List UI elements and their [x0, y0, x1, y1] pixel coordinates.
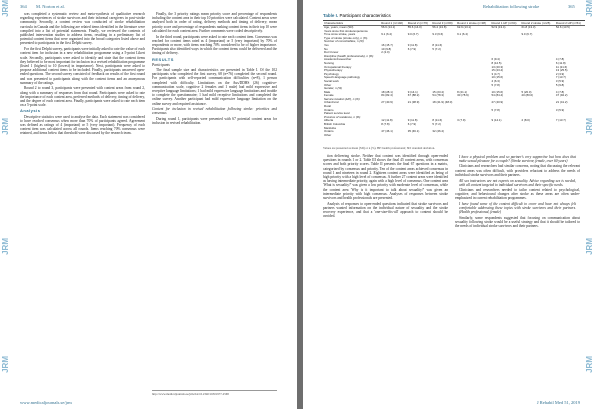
- table-cell: Male: [324, 89, 331, 94]
- table-cell: 15 (23.4): [491, 68, 504, 73]
- table-cell: Other: [324, 132, 332, 137]
- table-cell: 27 (40.9): [491, 100, 504, 105]
- table-cell: 5 (7.8): [491, 107, 500, 112]
- table-cell: 5 (7.2): [432, 46, 441, 51]
- table-cell: [555, 134, 585, 138]
- table-cell: [491, 134, 521, 138]
- paragraph: tion delivering stroke. Neither that content was identified through open-ended questions in rounds 1 or 2. Table III shows the final 45 content areas, with consensus scores and both priority scores. Table II presents the final 67 questions in a matrix, categorized by consensus and priority. Ten of the content areas achieved consensus in round 1 and nineteen in round 2. Eighteen content areas were identified as being of high priority with a high level of consensus. A further 27 content areas were identified as having intermediate priority, again with a high level of consensus. One content area 'What is sexuality?' was given a low priority with moderate level of consensus, while the content area 'Why is it important to talk about sexuality?' was given an intermediate priority with high consensus. Analyses of responses between stroke survivors and health professionals are presented.: [323, 154, 448, 201]
- table-cell: Patient service level: [324, 111, 350, 116]
- table-cell: Ontario: [324, 129, 334, 134]
- table-cell: 9.0 (6.7): [407, 32, 419, 37]
- table-cell: Ontario: [324, 107, 334, 112]
- body-column-2: [455, 154, 580, 391]
- running-title: Rehabilitation following stroke: [483, 4, 540, 9]
- page-number: 365: [568, 4, 575, 9]
- table-cell: Nursing: [324, 60, 334, 65]
- table-cell: 67 (88.2): [407, 93, 420, 98]
- table-cell: 35 (46.1): [407, 129, 420, 134]
- table-cell: [431, 134, 456, 138]
- table-cell: 2 (2.0): [381, 50, 390, 55]
- table-cell: 5 (7.2): [432, 122, 441, 127]
- table-cell: No: [324, 46, 328, 51]
- table-cell: 8 (11.6): [432, 42, 443, 47]
- table-cell: 3 (5.9): [555, 78, 565, 83]
- table-header-cell: Round 1 (n=102): [380, 21, 407, 26]
- body-column-1: [323, 154, 448, 391]
- table-header-cell: Round 2 (n=76): [407, 21, 432, 26]
- table-cell: 5 (9.8): [555, 82, 565, 87]
- table-cell: 6 (11.8): [555, 60, 566, 65]
- journal-side-tab: JRM: [585, 0, 594, 17]
- table-cell: [456, 134, 490, 138]
- table-cell: 62.9 (13.1): [457, 25, 472, 29]
- table-cell: 30 (78.9): [457, 93, 469, 98]
- participant-quote: I have found some of the content difficult to cover and have not always felt comfortable addressing these topics with stroke survivors and their partners. (Health professional, female): [459, 202, 576, 215]
- paragraph: Clinicians and researchers had similar concerns, noting that discussing the relevant content areas was often difficult, with providers reluctant to address the needs of individual stroke survivors and their partners.: [455, 164, 580, 177]
- table-cell: Social work: [324, 78, 339, 83]
- subsection-heading: Content for inclusion in revised rehabilitation following stroke: priorities and consensus: [152, 107, 277, 116]
- table-cell: 18 (41.9) (48.0): [432, 100, 453, 105]
- table-cell: Discipline (health professionals), n (%): [324, 53, 374, 58]
- table-cell: 54 (84.4): [491, 93, 504, 98]
- table-cell: 6 (9.4): [491, 57, 500, 62]
- table-cell: 9.0 (6.7): [521, 32, 533, 37]
- table-cell: 9.1 (6.4): [457, 32, 468, 37]
- table-cell: 7 (13.7): [555, 118, 566, 123]
- participant-table: [323, 20, 585, 137]
- table-cell: 18 (28.1): [381, 89, 393, 94]
- table-caption: [323, 13, 391, 18]
- table-cell: 32 (46.4): [432, 129, 444, 134]
- table-cell: 47 (92.2): [555, 93, 568, 98]
- table-cell: Alberta: [324, 118, 334, 123]
- table-cell: Don't know: [324, 50, 339, 55]
- table-cell: 10 (15.6): [491, 89, 504, 94]
- table-cell: Female: [324, 93, 334, 98]
- table-cell: 84 (82.4): [381, 93, 393, 98]
- paragraph: During round 1, participants were presented with 67 potential content areas for inclusion in revised rehabilitation.: [152, 116, 277, 125]
- table-cell: 15 (23.4): [432, 89, 444, 94]
- table-cell: 54 (78.3): [432, 93, 444, 98]
- paragraph: Round 2 to round 3, participants were presented with content areas from round 2, along with a summary of responses from that round. Participants were asked to rate the importance of each content area, preferred methods of delivery, timing of delivery, and the degree of each content area. Finally, participants were asked to rate each item on a 5-point scale.: [20, 86, 145, 108]
- table-cell: Gender, n (%): [324, 86, 342, 91]
- table-note: Values are presented as mean (SD) or n (%). HP: health professional; SD: standard deviation.: [323, 146, 435, 150]
- paragraph: Clinicians and researchers needed to tailor content related to psychological, cognitive, and behavioural changes after stroke as these areas are often under-emphasized in current rehabilitation programmes.: [455, 187, 580, 201]
- table-header-cell: Round 3 (n=69): [431, 21, 456, 26]
- table-cell: 4 (7.8): [555, 57, 565, 62]
- table-row: [323, 134, 585, 138]
- paragraph: Descriptive statistics were used to analyse the data. Each statement was considered to have reached consensus when more than 70% of participants agreed. Agreement was defined as ratings of 4 (important) or 5 (very important). Frequency of each content item was calculated across all rounds. Items reaching 70% consensus were retained, and items below that threshold were discussed by the research team.: [20, 114, 145, 136]
- table-header-cell: Round 2 stroke (n=25): [521, 21, 555, 26]
- table-cell: 21 (38.9): [407, 100, 420, 105]
- table-cell: 52.6 (13.5): [555, 25, 570, 29]
- table-cell: Physiotherapy: [324, 68, 343, 73]
- journal-side-tab: JRM: [1, 0, 10, 17]
- table-cell: 8 (11.6): [432, 118, 443, 123]
- table-cell: British Columbia: [324, 122, 346, 127]
- journal-side-tab: JRM: [1, 356, 10, 373]
- table-cell: 9 (14.1): [407, 89, 418, 94]
- table-cell: 55.6 (14.0): [407, 25, 422, 29]
- table-cell: 2 (8.0): [521, 118, 530, 123]
- table-cell: Speech-language pathology: [324, 75, 361, 80]
- table-cell: 5 (20.0): [521, 89, 532, 94]
- participant-quote: I have a physical problem and so partner's very supportive but how does that make sexual pleasure for a couple? (Stroke survivor, female, over 60 years): [459, 155, 576, 164]
- table-cell: 11 (21.6): [555, 64, 568, 69]
- table-cell: Psychology: [324, 71, 339, 76]
- table-cell: 56.6 (14.1): [381, 25, 396, 29]
- table-cell: 13 (25.5): [555, 68, 568, 73]
- table-cell: [407, 134, 432, 138]
- table-cell: Urban/rural: [324, 100, 339, 105]
- table-cell: 9 (11.8): [407, 42, 418, 47]
- table-cell: Number of comorbidities, n (%): [324, 39, 364, 44]
- table-header-cell: Round 2 HP (n=51): [555, 21, 585, 26]
- table-header-cell: Characteristics: [323, 21, 380, 26]
- body-column-1: [20, 12, 145, 387]
- table-cell: 3 (5.9): [555, 107, 565, 112]
- paragraph: Finally, the 3 priority ratings mean priority score and percentage of respondents including the content area in their top 10 priorities were calculated. Content areas were analysed both in order of rating, delivery methods and timing of delivery; mean priority score and percentage of respondents ranking content items in their top 10 were calculated for each content area. Further comments were coded descriptively.: [152, 12, 277, 33]
- participant-quote: All sex instructors are not experts on sexuality. Advice regarding sex is needed, with all content targeted to individual survivors and their specific needs.: [459, 178, 576, 187]
- table-cell: 3 (7.9): [457, 118, 466, 123]
- footnote-divider: [152, 390, 277, 391]
- table-cell: 9.1 (6.4): [381, 32, 392, 37]
- table-cell: 21 (41.2): [555, 100, 568, 105]
- journal-side-tab: JRM: [1, 238, 10, 255]
- journal-side-tab: JRM: [1, 118, 10, 135]
- table-cell: 9 (11.8): [407, 118, 418, 123]
- journal-side-tab: JRM: [585, 356, 594, 373]
- table-cell: [521, 134, 555, 138]
- table-cell: 9 (14.1): [491, 118, 502, 123]
- journal-side-tab: JRM: [585, 118, 594, 135]
- journal-side-tab: JRM: [585, 238, 594, 255]
- table-cell: 6 (7.9): [407, 46, 417, 51]
- paragraph: Similarly, some respondents suggested that focusing on communication about sexuality following stroke would be a useful strategy and that it should be tailored to the needs of individual stroke survivors and their partners.: [455, 215, 580, 229]
- table-cell: 52.9 (13.4): [491, 25, 506, 29]
- section-heading: RESULTS: [152, 56, 174, 62]
- table-cell: 47 (46.1): [381, 129, 393, 134]
- section-heading: Analysis: [20, 108, 41, 114]
- left-page: [0, 0, 297, 409]
- table-cell: 5 (7.8): [491, 82, 500, 87]
- table-cell: 2 (3.9): [555, 71, 565, 76]
- table-cell: Occupational therapy: [324, 64, 352, 69]
- page-number: 364: [20, 4, 27, 9]
- table-cell: 27 (40.9): [381, 100, 393, 105]
- table-cell: 4 (6.3): [491, 78, 500, 83]
- table-cell: 8 (7.8): [381, 122, 390, 127]
- table-cell: Age, years, mean (SD): [324, 25, 354, 29]
- table-cell: [380, 134, 407, 138]
- table-cell: 13 (20.3): [491, 64, 504, 69]
- table-cell: 10 (15.6): [491, 75, 504, 80]
- table-cell: Years since first stroke/experience: [324, 28, 368, 33]
- doi-link[interactable]: http://www.medicaljournals.se/jrm/doi/10.2340/16501977-2568: [152, 392, 229, 396]
- table-cell: Service location (HP), n (%): [324, 96, 360, 101]
- running-authors: M. Norton et al.: [36, 4, 65, 9]
- journal-url[interactable]: www.medicaljournals.se/jrm: [20, 400, 72, 405]
- table-cell: 9.3 (6.6): [432, 32, 444, 37]
- journal-citation: J Rehabil Med 51, 2019: [536, 400, 580, 405]
- table-cell: 6 (7.9): [407, 122, 417, 127]
- table-cell: 10 (9.8): [381, 46, 392, 51]
- subsection-heading: Participants: [152, 62, 170, 67]
- table-title: Participant characteristics: [339, 13, 391, 18]
- table-cell: 56.2 (13.8): [432, 25, 447, 29]
- paragraph: was completed a systematic review and meta-synthesis of qualitative research regarding experiences of stroke survivors and their informal caregivers in post-stroke community. Secondly, a content review was conducted of stroke rehabilitation curricula in Canada and the following are related items identified in the literature were compiled into a list of potential statements. Finally, we reviewed the contents of published intervention studies to address items, resulting in a preliminary list of potential content items that were organized into the broad categories listed above and presented to participants in the first Delphi survey.: [20, 12, 145, 46]
- table-cell: Time since stroke, years: [324, 32, 356, 37]
- table-cell: Manitoba: [324, 125, 336, 130]
- table-cell: Yes: [324, 42, 329, 47]
- table-cell: Type of stroke (stroke only), n (%): [324, 35, 368, 40]
- table-cell: 8 (12.5): [491, 60, 502, 65]
- paragraph: For the first Delphi survey, participants were initially asked to rate the value of each content item for inclusion in a new rehabilitation programme using a 5-point Likert scale. Secondly, participants were asked to identify and state that the content items they believed to be most important for inclusion in a revised rehabilitation programme (listed 1 (highest) to 10 (lowest) in importance). Next, participants were asked to propose additional content items to be included. Finally, participants answered open-ended questions. The second survey consisted of feedback on results of the first round and was presented to participants along with the content items and an anonymous summary of the ratings.: [20, 47, 145, 85]
- table-header-cell: Round 1 stroke (n=38): [456, 21, 490, 26]
- table-cell: 8 (21.1): [457, 89, 468, 94]
- paragraph: The final sample size and characteristics are presented in Table I. Of the 102 participants who completed the first survey, 68 (n=76) completed the second round. For participants with self-reported communication difficulties (n=8), 1 person completed with difficulty. Limitations on the Aus/DDHS (26) cognitive-communication scale, cognitive 2 females and 1 male) had mild expressive and receptive language limitations; 1 had mild expressive language limitations and trouble to complete the questionnaire; 1 had mild receptive limitations and completed the online survey. Another participant had mild expressive language limitation on the online survey and required assistance.: [152, 67, 277, 106]
- table-cell: 7 (13.7): [555, 75, 566, 80]
- table-cell: 3 (4.7): [491, 71, 500, 76]
- table-cell: Province of residence, n (%): [324, 114, 361, 119]
- table-header-cell: Round 1 HP (n=64): [491, 21, 521, 26]
- table-cell: Rural: [324, 104, 331, 109]
- paragraph: Analysis of responses to open-ended questions indicated that stroke survivors and partners wanted information on the individual nature of sexuality and the stroke recovery experience, and that a 'one-size-fits-all' approach to content should be avoided.: [323, 201, 448, 219]
- table-cell: 61.8 (13.3): [521, 25, 536, 29]
- table-cell: 16 (15.7): [381, 42, 393, 47]
- table-cell: 4 (7.8): [555, 89, 565, 94]
- table-cell: Other: [324, 82, 332, 87]
- body-column-2: [152, 12, 277, 387]
- table-cell: Academic/researcher: [324, 57, 352, 62]
- paragraph: In the third round, participants were asked to rate each content item. Consensus was reached for content items rated as 4 (important) or 5 (very important) by 70% of respondents or more, with items reaching 70% considered to be of higher importance. Participants also identified ways in which the content items could be delivered and the timing of delivery.: [152, 34, 277, 56]
- right-page: [303, 0, 600, 409]
- table-cell: 12 (11.8): [381, 118, 393, 123]
- table-label: Table I.: [323, 13, 339, 18]
- table-cell: 20 (80.0): [521, 93, 534, 98]
